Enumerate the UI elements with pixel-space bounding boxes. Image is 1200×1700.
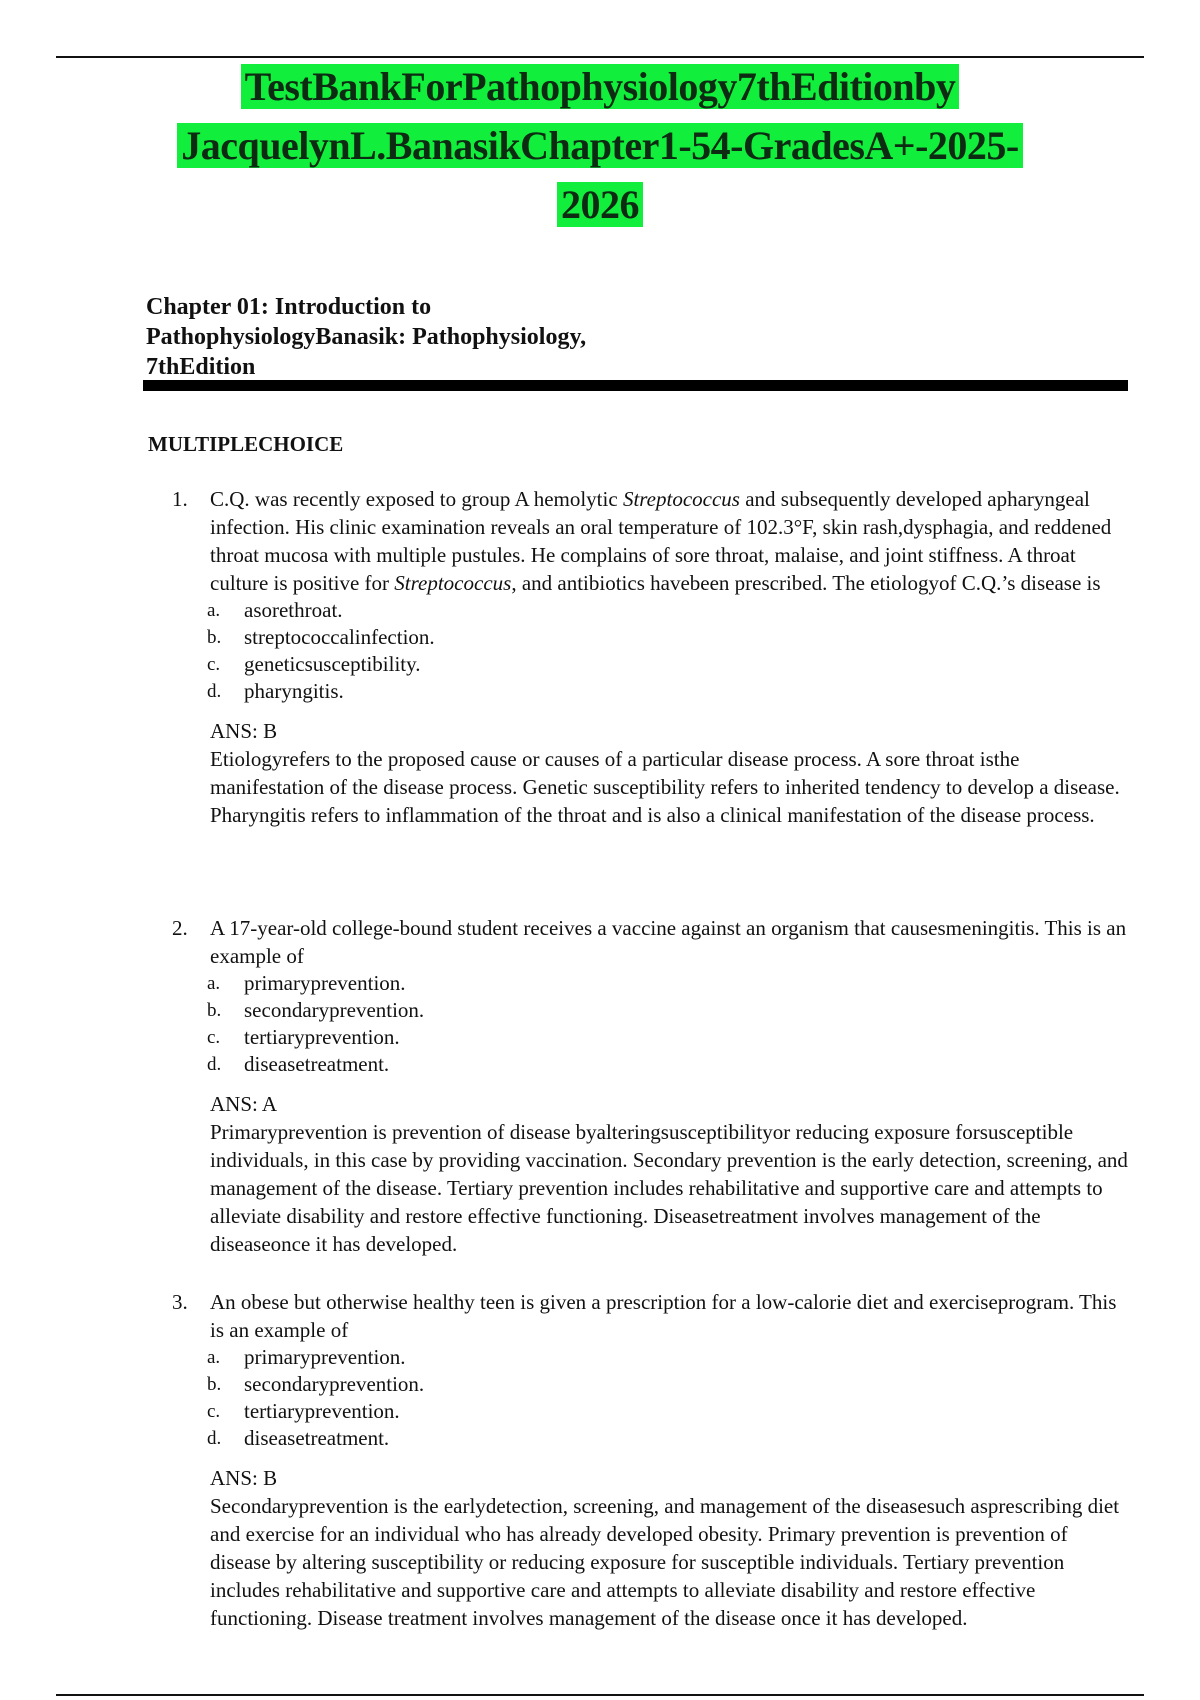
option-c [207,651,1128,678]
option-b [207,997,1128,1024]
option-text: asorethroat. [244,598,343,622]
option-letter: b. [207,1000,222,1021]
option-text: pharyngitis. [244,679,344,703]
bottom-rule [56,1694,1144,1696]
question-number: 3. [172,1290,188,1314]
option-text: diseasetreatment. [244,1052,390,1076]
stem-text: and subsequently developed apharyngeal infection. His clinic examination reveals an oral temperature of 102.3°F, skin rash,dysphagia, and reddened throat mucosa with multiple pustules. He complains of sore throat, malaise, and joint stiffness. A throat culture is positive for [210,487,1112,595]
answer-key: ANS: B [210,1466,278,1490]
top-rule [56,56,1144,58]
answer-explanation: Primaryprevention is prevention of disease byalteringsusceptibilityor reducing exposure forsusceptible individuals, in this case by providing vaccination. Secondary prevention is the early detection, screening, and management of the disease. Tertiary prevention includes rehabilitative and supportive care and attempts to alleviate disability and restore effective functioning. Diseasetreatment involves management of the diseaseonce it has developed. [210,1120,1128,1256]
option-text: geneticsusceptibility. [244,652,421,676]
chapter-line-2: PathophysiologyBanasik: Pathophysiology, [146,324,587,350]
option-d [207,1051,1128,1078]
chapter-heading [146,292,586,382]
question-stem: An obese but otherwise healthy teen is given a prescription for a low-calorie diet and exerciseprogram. This is an example of [210,1290,1117,1342]
option-b [207,624,1128,651]
option-letter: b. [207,1374,222,1395]
answer-key: ANS: A [210,1092,278,1116]
option-letter: d. [207,1428,222,1449]
answer-options [207,597,1128,705]
option-letter: a. [207,1347,221,1368]
document-title [0,62,1200,239]
answer-options [207,970,1128,1078]
option-text: tertiaryprevention. [244,1399,400,1423]
option-b [207,1371,1128,1398]
chapter-line-1: Chapter 01: Introduction to [146,294,432,320]
option-letter: c. [207,654,221,675]
option-d [207,1425,1128,1452]
section-heading: MULTIPLECHOICE [148,432,344,456]
option-letter: c. [207,1027,221,1048]
stem-italic: Streptococcus [394,571,512,595]
option-text: secondaryprevention. [244,998,425,1022]
question-body [207,914,1128,1258]
question-body [207,485,1128,829]
question-body [207,1288,1128,1632]
option-c [207,1398,1128,1425]
option-letter: b. [207,627,222,648]
answer-options [207,1344,1128,1452]
chapter-line-3: 7thEdition [146,354,256,380]
option-c [207,1024,1128,1051]
stem-italic: Streptococcus [622,487,740,511]
option-a [207,970,1128,997]
option-text: primaryprevention. [244,971,406,995]
title-line-1: TestBankForPathophysiology7thEditionby [241,64,960,109]
title-line-2: JacquelynL.BanasikChapter1-54-GradesA+-2025- [177,123,1023,168]
option-a [207,1344,1128,1371]
option-letter: d. [207,1054,222,1075]
option-text: streptococcalinfection. [244,625,435,649]
title-line-3: 2026 [557,182,643,227]
stem-text: , and antibiotics havebeen prescribed. The etiologyof C.Q.’s disease is [511,571,1101,595]
option-text: diseasetreatment. [244,1426,390,1450]
option-letter: a. [207,600,221,621]
question-stem: A 17-year-old college-bound student receives a vaccine against an organism that causesmeningitis. This is an example of [210,916,1127,968]
option-text: tertiaryprevention. [244,1025,400,1049]
question-number: 2. [172,916,188,940]
question-stem [210,485,1128,597]
chapter-divider [143,380,1128,391]
option-text: secondaryprevention. [244,1372,425,1396]
option-letter: c. [207,1401,221,1422]
option-letter: a. [207,973,221,994]
question-number: 1. [172,487,188,511]
option-letter: d. [207,681,222,702]
stem-text: C.Q. was recently exposed to group A hemolytic [210,487,623,511]
option-a [207,597,1128,624]
answer-explanation: Secondaryprevention is the earlydetection, screening, and management of the diseasesuch asprescribing diet and exercise for an individual who has already developed obesity. Primary prevention is prevention of disease by altering susceptibility or reducing exposure for susceptible individuals. Tertiary prevention includes rehabilitative and supportive care and attempts to alleviate disability and restore effective functioning. Disease treatment involves management of the disease once it has developed. [210,1494,1120,1630]
option-d [207,678,1128,705]
option-text: primaryprevention. [244,1345,406,1369]
answer-key: ANS: B [210,719,278,743]
answer-explanation: Etiologyrefers to the proposed cause or causes of a particular disease process. A sore throat isthe manifestation of the disease process. Genetic susceptibility refers to inherited tendency to develop a disease. Pharyngitis refers to inflammation of the throat and is also a clinical manifestation of the disease process. [210,747,1120,827]
